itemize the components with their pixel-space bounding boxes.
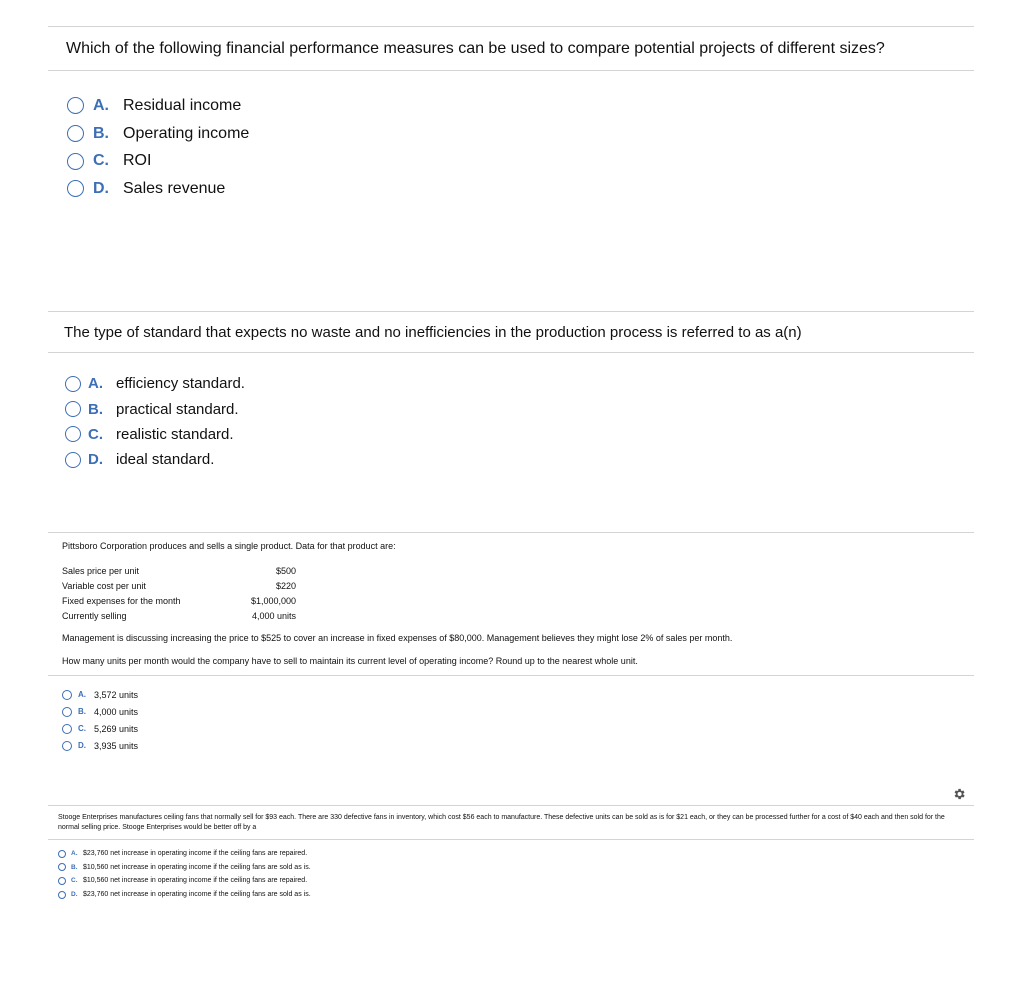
radio-button[interactable] [62,724,72,734]
option-text: ROI [123,152,152,170]
row-label: Variable cost per unit [62,581,146,591]
option-letter: A. [93,96,109,114]
option-letter: D. [71,891,78,899]
radio-button[interactable] [65,376,81,392]
gear-icon-graphic [952,787,966,801]
divider [48,532,974,533]
radio-button[interactable] [58,877,66,885]
option-text: Residual income [123,96,242,114]
radio-button[interactable] [65,426,81,442]
option-b[interactable] [65,396,245,421]
option-c[interactable] [58,874,311,888]
radio-button[interactable] [67,97,84,114]
option-a[interactable] [67,92,249,120]
radio-button[interactable] [65,401,81,417]
option-text: 5,269 units [94,723,139,734]
radio-button[interactable] [62,707,72,717]
option-text: $23,760 net increase in operating income if the ceiling fans are repaired. [83,850,308,858]
option-letter: A. [78,690,86,699]
divider [48,352,974,353]
option-letter: D. [88,451,103,469]
radio-button[interactable] [58,891,66,899]
divider [48,70,974,71]
question-intro: Pittsboro Corporation produces and sells a single product. Data for that product are: [62,541,396,551]
answer-options [62,686,138,754]
radio-button[interactable] [67,180,84,197]
option-a[interactable] [65,371,245,396]
option-text: Operating income [123,124,250,142]
option-letter: B. [93,124,109,142]
divider [48,805,974,806]
divider [48,839,974,840]
option-letter: A. [71,850,78,858]
option-text: 3,935 units [94,740,139,751]
radio-button[interactable] [65,452,81,468]
option-text: 4,000 units [94,706,139,717]
option-text: 3,572 units [94,689,139,700]
management-note: Management is discussing increasing the price to $525 to cover an increase in fixed expenses of $80,000. Management believes they might lose 2% of sales per month. [62,633,733,643]
radio-button[interactable] [58,863,66,871]
radio-button[interactable] [62,741,72,751]
option-letter: C. [78,724,86,733]
answer-options [67,92,249,203]
question-prompt: How many units per month would the company have to sell to maintain its current level of operating income? Round up to the nearest whole unit. [62,656,638,666]
table-row [62,609,296,624]
answer-options [65,371,245,473]
divider [48,311,974,312]
option-c[interactable] [65,422,245,447]
row-label: Sales price per unit [62,566,140,576]
option-b[interactable] [62,703,138,720]
option-d[interactable] [58,888,311,902]
row-label: Currently selling [62,611,127,621]
option-d[interactable] [67,175,249,203]
table-row [62,594,296,609]
question-prompt: Which of the following financial performance measures can be used to compare potential projects of different sizes? [66,40,885,57]
row-label: Fixed expenses for the month [62,596,181,606]
row-value: 4,000 units [251,611,296,621]
row-value: $1,000,000 [250,596,296,606]
option-a[interactable] [58,847,311,861]
option-d[interactable] [62,737,138,754]
question-prompt: The type of standard that expects no waste and no inefficiencies in the production process is referred to as a(n) [64,324,802,341]
radio-button[interactable] [67,153,84,170]
option-d[interactable] [65,447,245,472]
divider [48,675,974,676]
table-row [62,579,296,594]
answer-options [58,847,311,901]
table-row [62,564,296,579]
option-letter: B. [88,400,103,418]
option-text: realistic standard. [116,425,234,443]
option-text: efficiency standard. [116,375,245,393]
option-letter: A. [88,375,103,393]
option-letter: D. [93,179,109,197]
option-letter: B. [78,707,86,716]
option-text: Sales revenue [123,179,226,197]
option-text: ideal standard. [116,451,215,469]
divider [48,26,974,27]
gear-icon[interactable] [952,787,966,804]
option-letter: C. [93,152,109,170]
option-c[interactable] [67,147,249,175]
row-value: $500 [275,566,296,576]
row-value: $220 [275,581,296,591]
option-text: practical standard. [116,400,239,418]
product-data-table [62,564,296,624]
question-intro: Stooge Enterprises manufactures ceiling fans that normally sell for $93 each. There are 330 defective fans in inventory, which cost $56 each to manufacture. These defective units can be sold as is for $21 each, or they can be processed further for a cost of $40 each and then sold for the normal selling price. Stooge Enterprises would be better off by a [58,814,945,831]
radio-button[interactable] [67,125,84,142]
option-a[interactable] [62,686,138,703]
option-text: $10,560 net increase in operating income if the ceiling fans are sold as is. [83,863,311,871]
option-letter: B. [71,863,78,871]
option-letter: D. [78,741,86,750]
option-text: $10,560 net increase in operating income if the ceiling fans are repaired. [83,877,308,885]
option-text: $23,760 net increase in operating income if the ceiling fans are sold as is. [83,891,311,899]
option-b[interactable] [58,861,311,875]
radio-button[interactable] [58,850,66,858]
option-letter: C. [71,877,78,885]
radio-button[interactable] [62,690,72,700]
option-letter: C. [88,425,103,443]
option-b[interactable] [67,120,249,148]
option-c[interactable] [62,720,138,737]
